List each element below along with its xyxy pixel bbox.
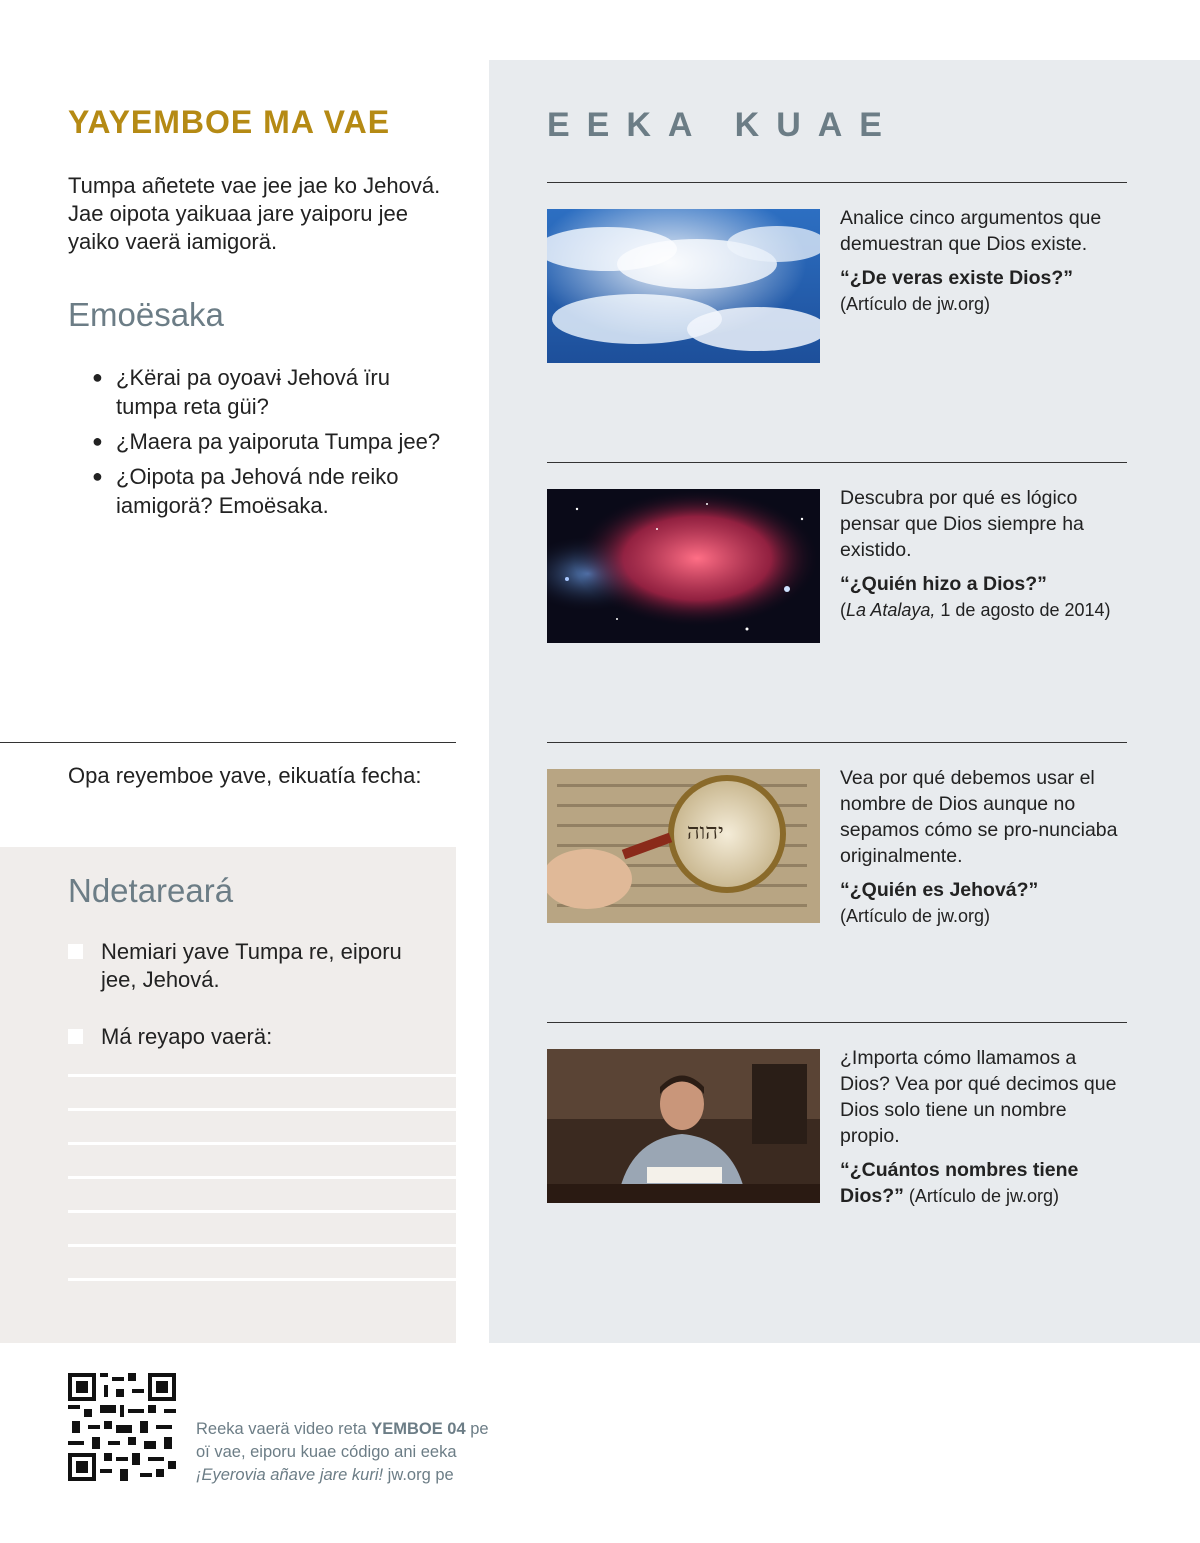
card-reference-source: (La Atalaya, 1 de agosto de 2014)	[840, 600, 1111, 620]
write-line[interactable]	[68, 1278, 456, 1281]
write-line[interactable]	[68, 1210, 456, 1213]
checkbox-icon[interactable]	[68, 944, 83, 959]
card-text	[840, 485, 1130, 623]
write-line[interactable]	[68, 1108, 456, 1111]
checkbox-icon[interactable]	[68, 1029, 83, 1044]
explore-title: EEKA KUAE	[547, 106, 899, 144]
card-reference-title[interactable]: “¿De veras existe Dios?”	[840, 267, 1074, 289]
card-text	[840, 1045, 1130, 1209]
svg-text:יהוה: יהוה	[687, 820, 724, 845]
publication-name: La Atalaya,	[846, 600, 936, 620]
task-item-plan[interactable]: Má reyapo vaerä:	[68, 1023, 438, 1051]
write-line[interactable]	[68, 1176, 456, 1179]
tasks-panel-background	[0, 847, 456, 1343]
bullet-icon: ●	[92, 367, 103, 387]
tasks-heading: Ndetareará	[68, 872, 234, 909]
write-line[interactable]	[68, 1074, 456, 1077]
sky-clouds-image	[547, 209, 820, 363]
card-text	[840, 205, 1130, 317]
nebula-image	[547, 489, 820, 643]
card-divider	[547, 1022, 1127, 1023]
questions-heading: Emoësaka	[68, 296, 224, 333]
review-title: YAYEMBOE MA VAE	[68, 104, 391, 140]
bullet-icon: ●	[92, 466, 103, 486]
magnifying-glass-hebrew-image	[547, 769, 820, 923]
card-reference-source: (Artículo de jw.org)	[903, 1186, 1059, 1206]
man-reading-image	[547, 1049, 820, 1203]
card-reference-source: (Artículo de jw.org)	[840, 294, 991, 314]
card-description: ¿Importa cómo llamamos a Dios? Vea por qué decimos que Dios solo tiene un nombre propio.	[840, 1047, 1117, 1147]
card-description: Analice cinco argumentos que demuestran que Dios existe.	[840, 207, 1102, 255]
date-divider	[0, 742, 456, 743]
qr-code[interactable]	[68, 1373, 176, 1481]
question-item: ● ¿Kërai pa oyoavɨ Jehová ïru tumpa reta güi?	[92, 365, 390, 419]
task-item-use-name[interactable]: Nemiari yave Tumpa re, eiporu jee, Jehová.	[68, 938, 438, 994]
card-reference-title[interactable]: “¿Quién hizo a Dios?”	[840, 573, 1047, 595]
card-description: Descubra por qué es lógico pensar que Dios siempre ha existido.	[840, 487, 1084, 561]
bullet-icon: ●	[92, 431, 103, 451]
question-item: ● ¿Oipota pa Jehová nde reiko iamigorä? Emoësaka.	[92, 464, 399, 518]
questions-list	[92, 363, 452, 526]
card-text	[840, 765, 1130, 929]
card-reference-source: (Artículo de jw.org)	[840, 906, 991, 926]
card-reference-title[interactable]: “¿Cuántos nombres tiene Dios?” (Artículo de jw.org)	[840, 1159, 1079, 1207]
card-divider	[547, 742, 1127, 743]
question-item: ● ¿Maera pa yaiporuta Tumpa jee?	[92, 429, 441, 454]
card-reference-title[interactable]: “¿Quién es Jehová?”	[840, 879, 1039, 901]
card-divider	[547, 462, 1127, 463]
card-description: Vea por qué debemos usar el nombre de Dios aunque no sepamos cómo se pro-nunciaba originalmente.	[840, 767, 1118, 867]
write-line[interactable]	[68, 1244, 456, 1247]
review-intro: Tumpa añetete vae jee jae ko Jehová. Jae oipota yaikuaa jare yaiporu jee yaiko vaerä iamigorä.	[68, 173, 441, 254]
write-line[interactable]	[68, 1142, 456, 1145]
card-divider	[547, 182, 1127, 183]
date-label: Opa reyemboe yave, eikuatía fecha:	[68, 763, 422, 788]
footer-note: Reeka vaerä video reta YEMBOE 04 pe oï vae, eiporu kuae código ani eeka ¡Eyerovia añave jare kuri! jw.org pe	[196, 1420, 489, 1484]
